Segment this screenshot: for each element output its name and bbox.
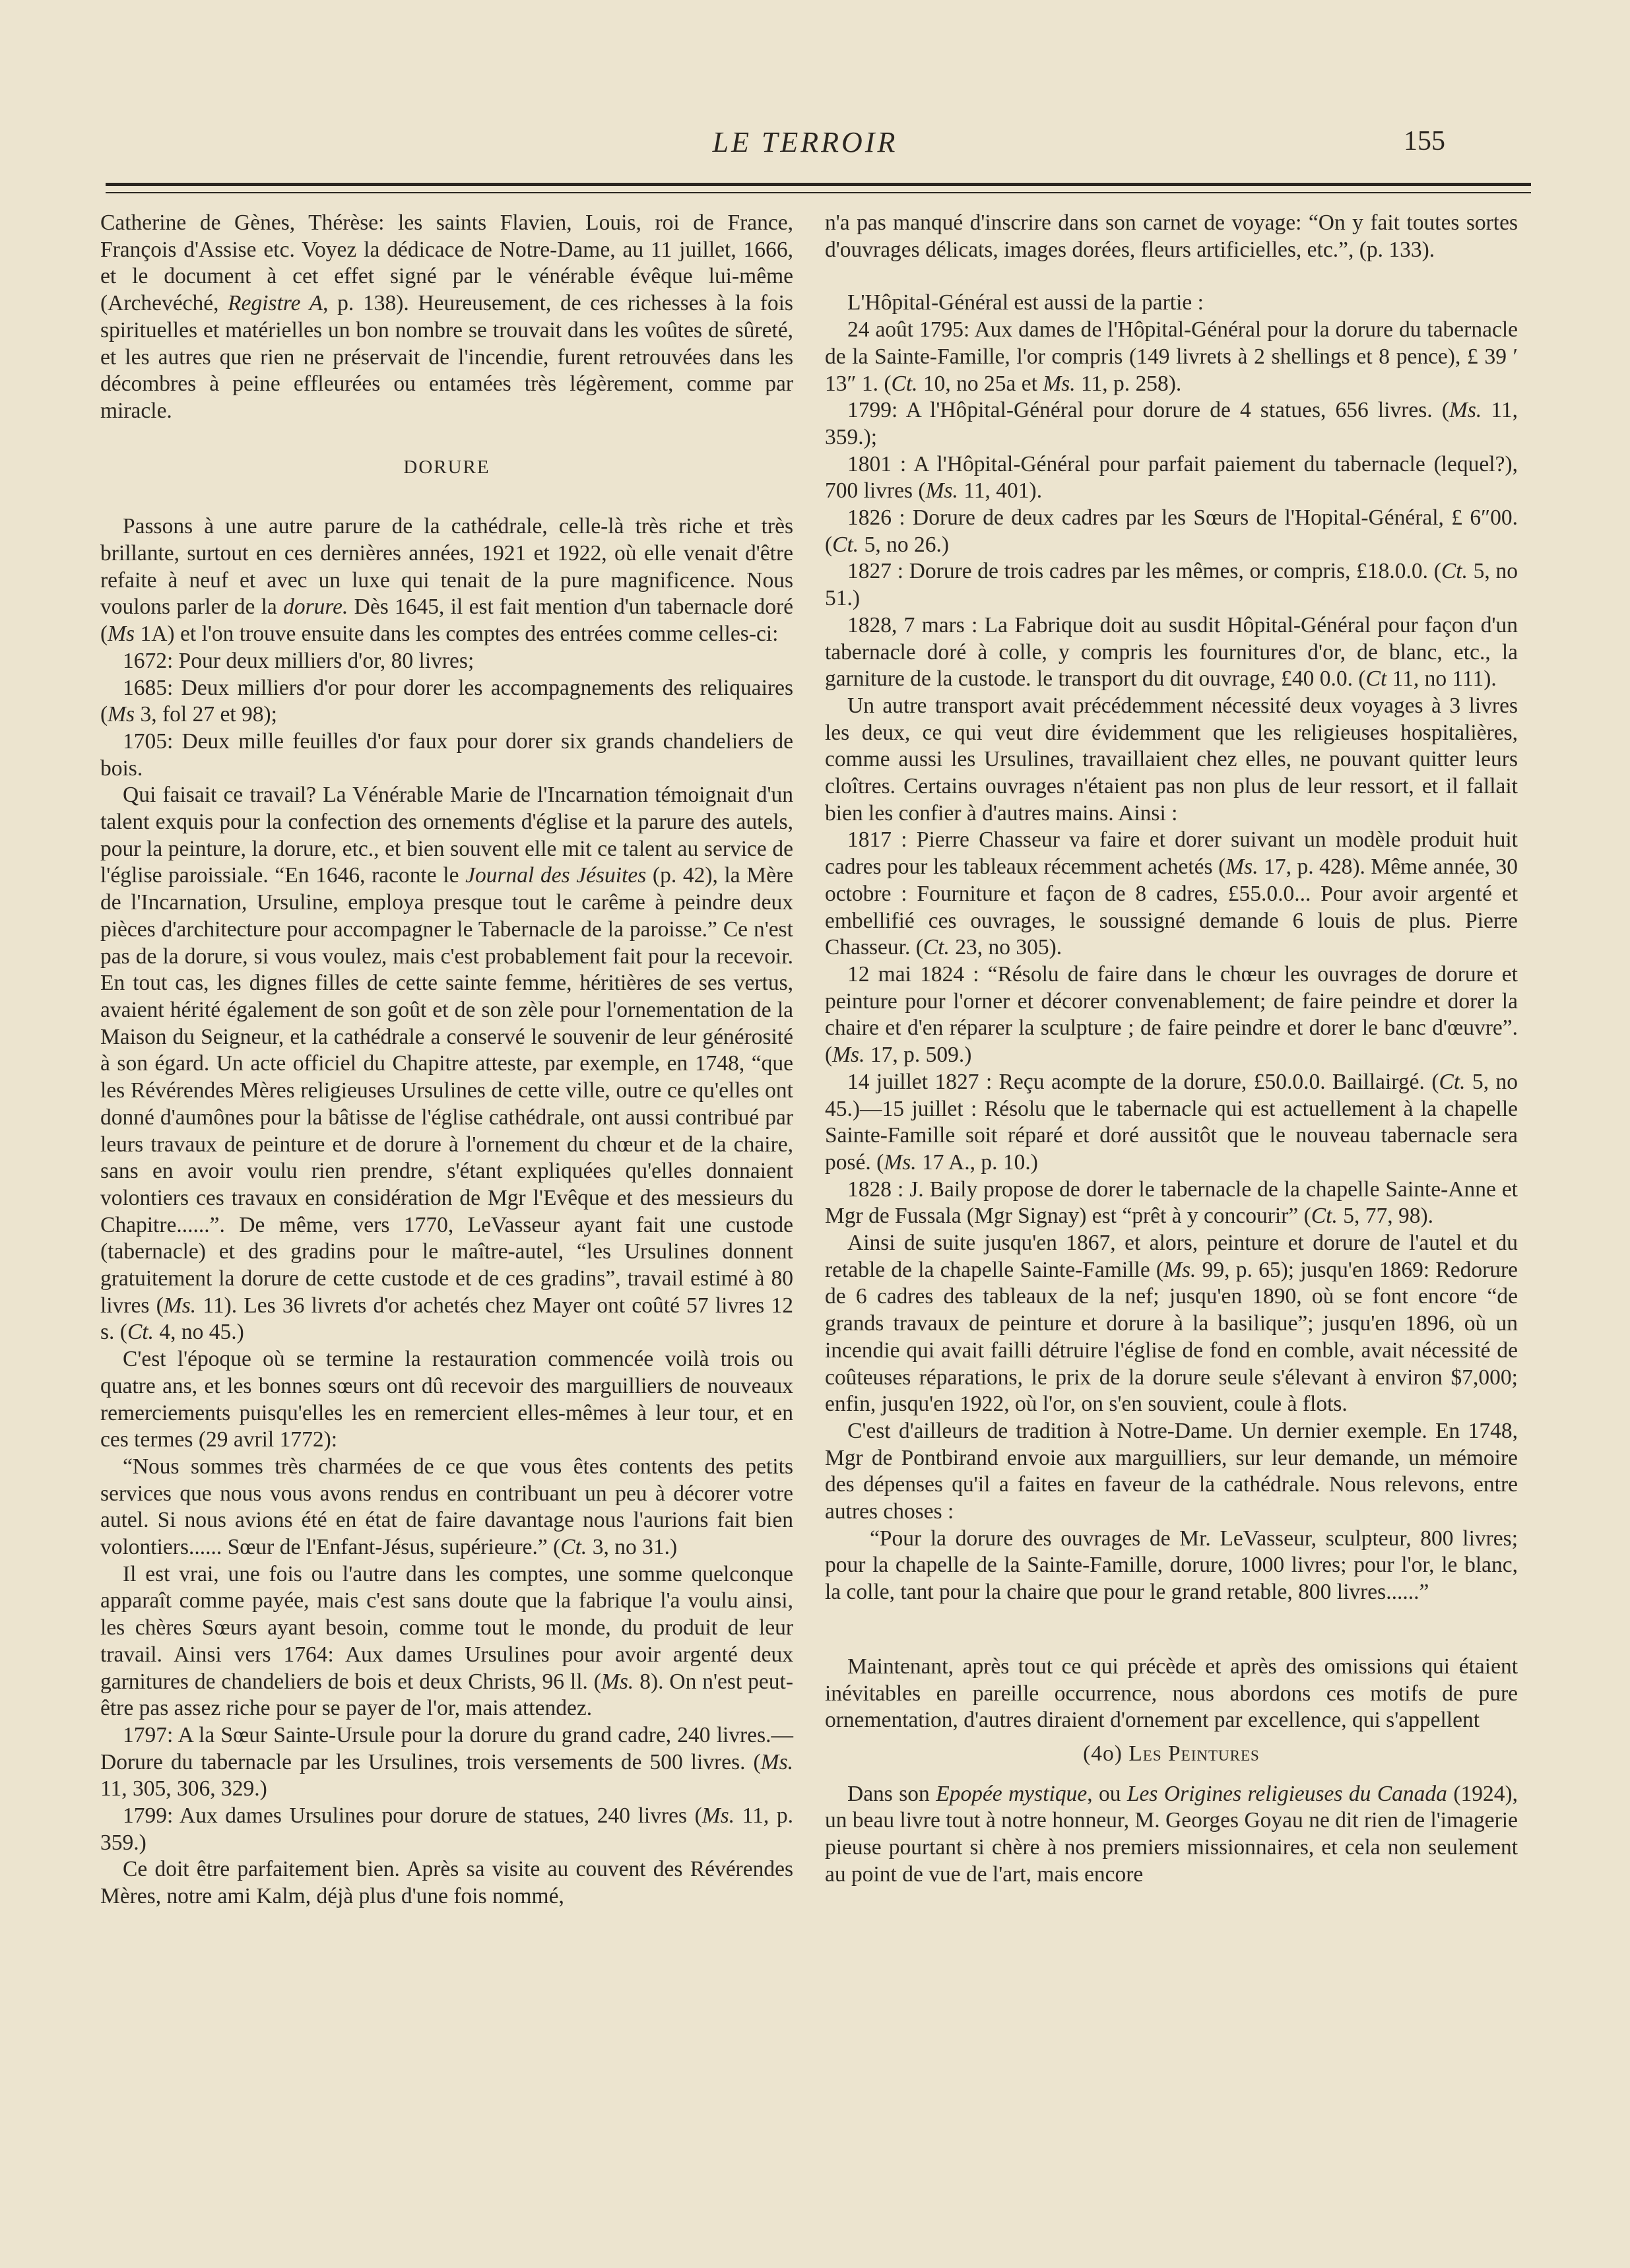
paragraph: Un autre transport avait précédemment nécessité deux voyages à 3 livres les deux, ce qui veut dire évidemment que les religieuses hospitalières, comme aussi les Ursulines, travaillaient chez elles, ne pouvant quitter leurs cloîtres. Certains ouvrages n'étaient pas non plus de leur ressort, et il fallait bien les confier à d'autres mains. Ainsi :	[825, 693, 1518, 826]
paragraph: L'Hôpital-Général est aussi de la partie :	[847, 290, 1204, 315]
quotation: “Nous sommes très charmées de ce que vous êtes contents des petits services que nous vous avons rendus en contribuant un peu à décorer votre autel. Si nous avions été en état de faire davantage nous l'aurions fait bien volontiers...... Sœur de l'Enfant-Jésus, supérieure.” (Ct. 3, no 31.)	[100, 1454, 793, 1560]
paragraph: 1799: A l'Hôpital-Général pour dorure de 4 statues, 656 livres. (Ms. 11, 359.);	[825, 398, 1518, 449]
paragraph: 24 août 1795: Aux dames de l'Hôpital-Général pour la dorure du tabernacle de la Sainte-Famille, l'or compris (149 livrets à 2 shellings et 8 pence), £ 39 ′ 13″ 1. (Ct. 10, no 25a et Ms. 11, p. 258).	[825, 317, 1518, 396]
running-title: LE TERROIR	[712, 126, 898, 158]
paragraph: 1827 : Dorure de trois cadres par les mêmes, or compris, £18.0.0. (Ct. 5, no 51.)	[825, 559, 1518, 611]
paragraph: 1828 : J. Baily propose de dorer le tabernacle de la chapelle Sainte-Anne et Mgr de Fussala (Mgr Signay) est “prêt à y concourir” (Ct. 5, 77, 98).	[825, 1177, 1518, 1229]
paragraph: Passons à une autre parure de la cathédrale, celle-là très riche et très brillante, surtout en ces dernières années, 1921 et 1922, où elle venait d'être refaite à neuf et avec un luxe qui tenait de la pure magnificence. Nous voulons parler de la dorure. Dès 1645, il est fait mention d'un tabernacle doré (Ms 1A) et l'on trouve ensuite dans les comptes des entrées comme celles-ci:	[100, 514, 793, 647]
quotation: “Pour la dorure des ouvrages de Mr. LeVasseur, sculpteur, 800 livres; pour la chapelle de la Sainte-Famille, dorure, 1000 livres; pour l'or, le blanc, la colle, tant pour la chaire que pour le grand retable, 800 livres......”	[825, 1526, 1518, 1605]
paragraph: Dans son Epopée mystique, ou Les Origines religieuses du Canada (1924), un beau livre tout à notre honneur, M. Georges Goyau ne dit rien de l'imagerie pieuse pourtant si chère à nos premiers missionnaires, et cela non seulement au point de vue de l'art, mais encore	[825, 1781, 1518, 1887]
paragraph: Il est vrai, une fois ou l'autre dans les comptes, une somme quelconque apparaît comme payée, mais c'est sans doute que la fabrique l'a voulu ainsi, les chères Sœurs ayant besoin, comme tout le monde, du produit de leur travail. Ainsi vers 1764: Aux dames Ursulines pour avoir argenté deux garnitures de chandeliers de bois et deux Christs, 96 ll. (Ms. 8). On n'est peut-être pas assez riche pour se payer de l'or, mais attendez.	[100, 1561, 793, 1721]
paragraph: 14 juillet 1827 : Reçu acompte de la dorure, £50.0.0. Baillairgé. (Ct. 5, no 45.)—15 juillet : Résolu que le tabernacle qui est actuellement à la chapelle Sainte-Famille soit réparé et doré aussitôt que le nouveau tabernacle sera posé. (Ms. 17 A., p. 10.)	[825, 1069, 1518, 1175]
paragraph: Qui faisait ce travail? La Vénérable Marie de l'Incarnation témoignait d'un talent exquis pour la confection des ornements d'église et la parure des autels, pour la peinture, la dorure, etc., et bien souvent elle mit ce talent au service de l'église paroissiale. “En 1646, raconte le Journal des Jésuites (p. 42), la Mère de l'Incarnation, Ursuline, employa presque tout le carême à peindre deux pièces d'architecture pour accompagner le Tabernacle de la paroisse.” Ce n'est pas de la dorure, si vous voulez, mais c'est probablement fait pour la recevoir. En tout cas, les dignes filles de cette sainte femme, héritières de ses vertus, avaient hérité également de son goût et de son zèle pour l'ornementation de la Maison du Seigneur, et la cathédrale a conservé le souvenir de leur générosité à son égard. Un acte officiel du Chapitre atteste, par exemple, en 1748, “que les Révérendes Mères religieuses Ursulines de cette ville, outre ce qu'elles ont donné d'aumônes pour la bâtisse de l'église cathédrale, ont aussi contribué par leurs travaux de peinture et de dorure à l'ornement du chœur et de la chaire, sans en avoir voulu rien prendre, s'étant expliquées qu'elles donnaient volontiers ces travaux en considération de Mgr l'Evêque et des messieurs du Chapitre......”. De même, vers 1770, LeVasseur ayant fait une custode (tabernacle) et des gradins pour le maître-autel, “les Ursulines donnent gratuitement la dorure de cette custode et de ces gradins”, travail estimé à 80 livres (Ms. 11). Les 36 livrets d'or achetés chez Mayer ont coûté 57 livres 12 s. (Ct. 4, no 45.)	[100, 783, 793, 1345]
paragraph: C'est l'époque où se termine la restauration commencée voilà trois ou quatre ans, et les bonnes sœurs ont dû recevoir des marguilliers de nouveaux remerciements puisqu'elles les en remercient elles-mêmes à leur tour, et en ces termes (29 avril 1772):	[100, 1347, 793, 1452]
paragraph: Maintenant, après tout ce qui précède et après des omissions qui étaient inévitables en pareille occurrence, nous abordons ces motifs de pure ornementation, d'autres diraient d'ornement par excellence, qui s'appellent	[825, 1654, 1518, 1733]
paragraph: 1826 : Dorure de deux cadres par les Sœurs de l'Hopital-Général, £ 6″00. (Ct. 5, no 26.)	[825, 505, 1518, 557]
paragraph: 1799: Aux dames Ursulines pour dorure de statues, 240 livres (Ms. 11, p. 359.)	[100, 1803, 793, 1855]
paragraph: 12 mai 1824 : “Résolu de faire dans le chœur les ouvrages de dorure et peinture pour l'orner et décorer convenablement; de faire peindre et dorer la chaire et d'en réparer la sculpture ; de faire peindre et dorer le banc d'œuvre”. (Ms. 17, p. 509.)	[825, 961, 1518, 1068]
header-rule-thin	[106, 192, 1531, 193]
paragraph: C'est d'ailleurs de tradition à Notre-Dame. Un dernier exemple. En 1748, Mgr de Pontbirand envoie aux marguilliers, sur leur demande, un mémoire des dépenses qu'il a faites en faveur de la cathédrale. Nous relevons, entre autres choses :	[825, 1418, 1518, 1524]
section-heading-peintures: (4o) Les Peintures	[1083, 1741, 1260, 1766]
paragraph: 1685: Deux milliers d'or pour dorer les accompagnements des reliquaires (Ms 3, fol 27 et 98);	[100, 675, 793, 727]
paragraph: n'a pas manqué d'inscrire dans son carnet de voyage: “On y fait toutes sortes d'ouvrages délicats, images dorées, fleurs artificielles, etc.”, (p. 133).	[825, 211, 1518, 262]
page-number: 155	[1404, 126, 1445, 156]
paragraph: 1705: Deux mille feuilles d'or faux pour dorer six grands chandeliers de bois.	[100, 729, 793, 781]
paragraph: 1828, 7 mars : La Fabrique doit au susdit Hôpital-Général pour façon d'un tabernacle doré à colle, y compris les fournitures d'or, de blanc, etc., la garniture de la custode. le transport du dit ouvrage, £40 0.0. (Ct 11, no 111).	[825, 612, 1518, 692]
right-column	[825, 210, 1518, 1888]
paragraph: Ainsi de suite jusqu'en 1867, et alors, peinture et dorure de l'autel et du retable de la chapelle Sainte-Famille (Ms. 99, p. 65); jusqu'en 1869: Redorure de 6 cadres des tableaux de la nef; jusqu'en 1890, où se font encore “de grands travaux de peinture et dorure à la basilique”; jusqu'en 1896, où un incendie qui avait failli détruire l'église de fond en comble, avait nécessité de coûteuses réparations, le prix de la dorure seule s'élevant à environ $7,000; enfin, jusqu'en 1922, où l'or, on s'en souvient, coule à flots.	[825, 1231, 1518, 1417]
paragraph: 1817 : Pierre Chasseur va faire et dorer suivant un modèle produit huit cadres pour les tableaux récemment achetés (Ms. 17, p. 428). Même année, 30 octobre : Fourniture et façon de 8 cadres, £55.0.0... Pour avoir argenté et embellifié ces ouvrages, le soussigné demande 6 louis de plus. Pierre Chasseur. (Ct. 23, no 305).	[825, 827, 1518, 960]
paragraph: 1797: A la Sœur Sainte-Ursule pour la dorure du grand cadre, 240 livres.—Dorure du tabernacle par les Ursulines, trois versements de 500 livres. (Ms. 11, 305, 306, 329.)	[100, 1722, 793, 1801]
header-rule-thick	[106, 183, 1531, 186]
paragraph: 1672: Pour deux milliers d'or, 80 livres;	[123, 648, 474, 673]
paragraph: Catherine de Gènes, Thérèse: les saints Flavien, Louis, roi de France, François d'Assise etc. Voyez la dédicace de Notre-Dame, au 11 juillet, 1666, et le document à cet effet signé par le vénérable évêque lui-même (Archevéché, Registre A, p. 138). Heureusement, de ces richesses à la fois spirituelles et matérielles un bon nombre se trouvait dans les voûtes de sûreté, et les autres que rien ne préservait de l'incendie, furent retrouvées dans les décombres à peine effleurées ou entamées très légèrement, comme par miracle.	[100, 211, 793, 423]
paragraph: 1801 : A l'Hôpital-Général pour parfait paiement du tabernacle (lequel?), 700 livres (Ms. 11, 401).	[825, 451, 1518, 503]
left-column	[100, 210, 793, 1910]
paragraph: Ce doit être parfaitement bien. Après sa visite au couvent des Révérendes Mères, notre ami Kalm, déjà plus d'une fois nommé,	[100, 1857, 793, 1909]
section-heading-dorure: DORURE	[403, 456, 490, 478]
page-header	[106, 125, 1531, 172]
